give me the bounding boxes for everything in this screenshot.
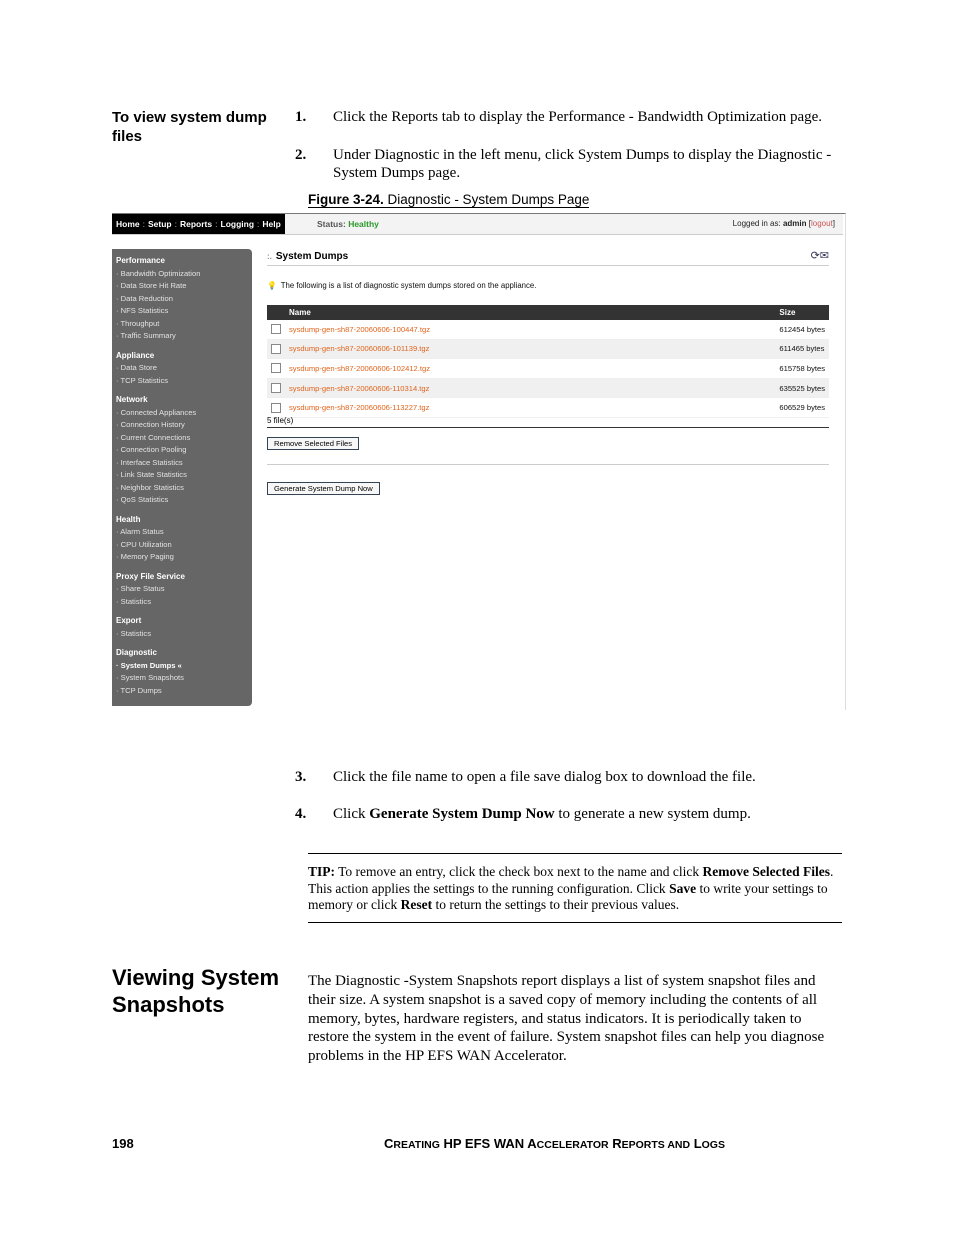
lightbulb-icon: 💡 <box>267 281 277 290</box>
file-name-link[interactable]: sysdump-gen-sh87-20060606-113227.tgz <box>285 398 775 418</box>
row-checkbox[interactable] <box>271 344 281 354</box>
sidebar-group: Performance <box>116 256 165 265</box>
figure-caption <box>308 192 589 207</box>
tab-home[interactable]: Home <box>116 219 140 229</box>
sidebar-item[interactable]: · Traffic Summary <box>116 331 176 340</box>
sidebar-item[interactable]: · Connection Pooling <box>116 445 187 454</box>
print-icon[interactable]: ✉ <box>819 250 829 262</box>
remove-selected-button[interactable]: Remove Selected Files <box>267 437 359 450</box>
sidebar-item[interactable]: · Neighbor Statistics <box>116 482 184 492</box>
sidebar-item[interactable]: · QoS Statistics <box>116 495 169 504</box>
refresh-icon[interactable]: ⟳ <box>810 250 820 262</box>
info-message: 💡 The following is a list of diagnostic system dumps stored on the appliance. <box>267 281 537 290</box>
sidebar-group: Health <box>116 514 141 524</box>
file-name-link[interactable]: sysdump-gen-sh87-20060606-102412.tgz <box>285 359 775 379</box>
tab-setup[interactable]: Setup <box>148 219 172 229</box>
running-footer: CREATING HP EFS WAN ACCELERATOR REPORTS AND LOGS <box>384 1136 725 1151</box>
figure-label: Figure 3-24. <box>308 192 384 207</box>
sidebar-item[interactable]: · Statistics <box>116 596 152 606</box>
step-text: Click the Reports tab to display the Performance - Bandwidth Optimization page. <box>333 109 823 125</box>
page-title: :. System Dumps <box>267 251 349 262</box>
generate-dump-button[interactable]: Generate System Dump Now <box>267 482 380 495</box>
sidebar-item[interactable]: · Link State Statistics <box>116 470 187 479</box>
sidebar-item[interactable]: · Memory Paging <box>116 552 174 561</box>
table-row <box>267 359 829 379</box>
nav-tabs: Home : Setup : Reports : Logging : Help <box>112 214 285 234</box>
file-name-link[interactable]: sysdump-gen-sh87-20060606-100447.tgz <box>285 320 775 339</box>
status-label: Status: <box>317 219 346 229</box>
row-checkbox[interactable] <box>271 363 281 373</box>
tab-reports[interactable]: Reports <box>180 219 213 229</box>
sidebar-item[interactable]: · NFS Statistics <box>116 306 169 315</box>
figure-title: Diagnostic - System Dumps Page <box>383 192 590 207</box>
sidebar-item[interactable]: · Alarm Status <box>116 527 164 536</box>
dump-table <box>267 305 829 418</box>
figure-screenshot <box>112 213 846 710</box>
row-checkbox[interactable] <box>271 383 281 393</box>
table-row <box>267 398 829 418</box>
sidebar-group: Diagnostic <box>116 648 157 657</box>
tab-help[interactable]: Help <box>262 219 281 229</box>
sidebar-group: Appliance <box>116 350 155 360</box>
sidebar-item[interactable]: · CPU Utilization <box>116 539 172 549</box>
column-size: Size <box>775 305 829 320</box>
sidebar-item[interactable]: · TCP Statistics <box>116 375 169 385</box>
step-4 <box>295 805 863 823</box>
procedure-heading: To view system dump files <box>112 109 267 145</box>
page-number: 198 <box>112 1136 134 1151</box>
sidebar-item[interactable]: · Data Store Hit Rate <box>116 281 187 290</box>
logout-link[interactable]: logout <box>810 219 833 228</box>
sidebar-group: Proxy File Service <box>116 571 185 581</box>
step-text: Click Generate System Dump Now to generate a new system dump. <box>333 806 751 822</box>
row-checkbox[interactable] <box>271 324 281 334</box>
step-number: 4. <box>295 806 307 822</box>
file-count: 5 file(s) <box>267 416 294 425</box>
top-bar <box>112 214 843 235</box>
help-icons[interactable] <box>811 249 829 262</box>
sidebar-item[interactable]: · Connection History <box>116 420 185 429</box>
file-size: 612454 bytes <box>775 320 829 339</box>
section-body: The Diagnostic -System Snapshots report displays a list of system snapshot files and their size. A system snapshot is a saved copy of memory including the contents of all memory, bytes, hardware registers, and status indicators. It is periodically taken to restore the system in the event of failure. System snapshot files can help you diagnose problems in the HP EFS WAN Accelerator. <box>308 973 825 1065</box>
sidebar-item[interactable]: · Interface Statistics <box>116 457 183 467</box>
file-size: 615758 bytes <box>775 359 829 379</box>
sidebar-item[interactable]: · Bandwidth Optimization <box>116 268 201 278</box>
sidebar-item[interactable]: · Current Connections <box>116 432 191 442</box>
sidebar-item[interactable]: · TCP Dumps <box>116 685 162 695</box>
file-name-link[interactable]: sysdump-gen-sh87-20060606-101139.tgz <box>285 339 775 359</box>
status-value: Healthy <box>348 219 379 229</box>
tip-box: TIP: To remove an entry, click the check box next to the name and click Remove Selected Files. This action applies the settings to the running configuration. Click Save to write your settings to memory or click Reset to return the settings to their previous values. <box>308 864 834 912</box>
sidebar-item[interactable]: · Statistics <box>116 628 152 638</box>
login-info: Logged in as: admin [logout] <box>732 219 835 228</box>
sidebar-item[interactable]: · Connected Appliances <box>116 407 197 417</box>
step-number: 1. <box>295 109 307 125</box>
tip-label: TIP: <box>308 864 335 879</box>
step-number: 3. <box>295 769 307 785</box>
sidebar-item[interactable]: · Share Status <box>116 584 165 593</box>
file-size: 606529 bytes <box>775 398 829 418</box>
sidebar-item[interactable]: · Data Reduction <box>116 293 173 303</box>
sidebar-group: Network <box>116 395 148 404</box>
step-3 <box>295 768 863 786</box>
row-checkbox[interactable] <box>271 403 281 413</box>
user-name: admin <box>782 219 807 228</box>
tab-logging[interactable]: Logging <box>220 219 255 229</box>
step-text: Click the file name to open a file save dialog box to download the file. <box>333 769 756 785</box>
section-heading: Viewing System Snapshots <box>112 965 280 1017</box>
step-1 <box>295 108 863 126</box>
file-size: 635525 bytes <box>775 378 829 398</box>
step-2 <box>295 146 863 182</box>
file-size: 611465 bytes <box>775 339 829 359</box>
sidebar-item[interactable]: · System Dumps « <box>116 660 182 670</box>
step-number: 2. <box>295 147 307 163</box>
logged-in-label: Logged in as: <box>732 219 781 228</box>
file-name-link[interactable]: sysdump-gen-sh87-20060606-110314.tgz <box>285 378 775 398</box>
table-row <box>267 378 829 398</box>
sidebar-item[interactable]: · System Snapshots <box>116 673 184 682</box>
sidebar-item[interactable]: · Data Store <box>116 363 157 372</box>
sidebar-item[interactable]: · Throughput <box>116 318 160 328</box>
table-row <box>267 320 829 339</box>
sidebar-group: Export <box>116 616 142 625</box>
table-row <box>267 339 829 359</box>
status-indicator <box>317 219 379 229</box>
column-name: Name <box>285 305 775 320</box>
sidebar-menu <box>112 249 252 706</box>
step-text: Under Diagnostic in the left menu, click System Dumps to display the Diagnostic - System Dumps page. <box>333 147 832 181</box>
